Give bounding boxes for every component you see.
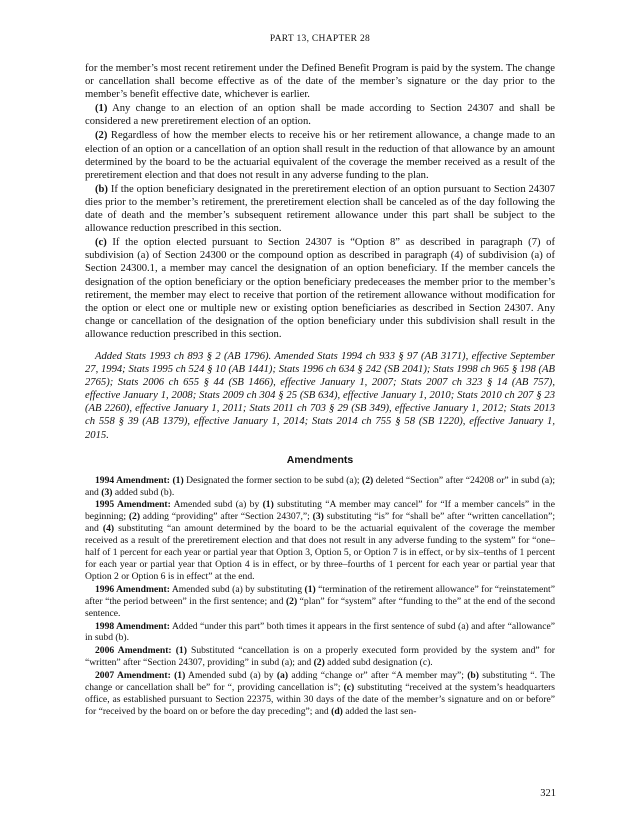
amendment-paragraph (85, 670, 555, 718)
legislative-history: Added Stats 1993 ch 893 § 2 (AB 1796). Amended Stats 1994 ch 933 § 97 (AB 3171), effective September 27, 1994; Stats 1995 ch 524 § 10 (AB 1441); Stats 1996 ch 634 § 242 (SB 2041); Stats 1998 ch 965 § 198 (AB 2765); Stats 2006 ch 655 § 44 (SB 1466), effective January 1, 2007; Stats 2007 ch 323 § 14 (AB 757), effective January 1, 2008; Stats 2009 ch 304 § 25 (SB 634), effective January 1, 2010; Stats 2010 ch 207 § 23 (AB 2260), effective January 1, 2011; Stats 2011 ch 703 § 29 (SB 349), effective January 1, 2012; Stats 2013 ch 558 § 39 (AB 1379), effective January 1, 2014; Stats 2014 ch 755 § 58 (SB 1220), effective January 1, 2015. (85, 350, 555, 441)
paragraph-text: Substituted “cancellation is on a properly executed form provided by the system and” for “written” after “Section 24307, providing” in subd (a); and (85, 645, 555, 669)
paragraph-text: Regardless of how the member elects to receive his or her retirement allowance, a change made to an election of an option or a cancellation of an option shall result in the reduction of that allowance by an amount determined by the board to be the actuarial equivalent of the coverage the member received as a result of the preretirement election and that does not result in any adverse funding to the plan. (85, 130, 555, 181)
paragraph-text: Amended subd (a) by substituting (169, 583, 305, 595)
paragraph-text: Any change to an election of an option shall be made according to Section 24307 and shall be considered a new preretirement election of an option. (85, 103, 555, 128)
bold-label: 1994 Amendment: (95, 474, 170, 486)
bold-label: (2) (128, 511, 141, 523)
statute-paragraph (85, 236, 555, 341)
page-content (85, 62, 555, 719)
paragraph-text: substituting “received at the system’s headquarters office, as established pursuant to Section 22375, within 30 days of the date of the member’s signature and on or before” for “received by the board on or before the day preceding”; and (85, 682, 556, 717)
bold-label: (b) (467, 670, 479, 682)
bold-label: 1998 Amendment: (95, 620, 170, 632)
paragraph-text: “termination of the retirement allowance” for “reinstatement” after “the period between” in the first sentence; and (85, 583, 555, 607)
paragraph-text: substituting “an amount determined by the board to be the actuarial equivalent of the coverage the member received as a result of the preretirement election and that does not result in any adverse funding to the system” for “one–half of 1 percent for each year or partial year that Option 3, Option 5, or Option 7 is in effect, or by six–tenths of 1 percent for each year or partial year that Option 4 is in effect, or by three–fourths of 1 percent for each year or partial year that Option 2 or Option 6 is in effect” at the end. (85, 523, 555, 582)
bold-label: (1) (175, 645, 187, 657)
bold-label: (2) (313, 657, 325, 669)
bold-label: (4) (102, 523, 115, 535)
paragraph-text: If the option elected pursuant to Section 24307 is “Option 8” as described in paragraph (7) of subdivision (a) of Section 24300 or the compound option as described in paragraph (4) of subdivision (a) of Section 24300.1, a member may cancel the designation of an option beneficiary. If the member cancels the designation of the option beneficiary or the option beneficiary predeceases the member prior to the member’s retirement, the member may elect to receive that portion of the retirement allowance without modification for the option or elect one or multiple new or existing option beneficiaries as described in Section 24307. Any change or cancellation of the designation of the option beneficiary under this subdivision shall result in the allowance reduction prescribed in this section. (85, 237, 555, 340)
statute-body (85, 62, 555, 341)
paragraph-text: If the option beneficiary designated in the preretirement election of an option pursuant to Section 24307 dies prior to the member’s retirement, the preretirement election shall be canceled as of the day following the date of death and the member’s subsequent retirement allowance under this part shall be subject to the allowance reduction prescribed in this section. (85, 183, 555, 235)
paragraph-text: substituting “. The change or cancellation shall be” for “, providing cancellation is”; (85, 670, 555, 694)
bold-label: 1995 Amendment: (95, 499, 171, 511)
paragraph-text: adding “change or” after “A member may”; (288, 670, 468, 682)
bold-label: (b) (95, 183, 108, 195)
paragraph-text: Amended subd (a) by (170, 499, 263, 511)
paragraph-text: substituting “A member may cancel” for “If a member cancels” in the beginning; (85, 499, 555, 523)
bold-label: (2) (95, 130, 108, 142)
amendment-paragraph (85, 645, 555, 669)
bold-label: (2) (285, 595, 298, 607)
bold-label: 2006 Amendment: (95, 645, 172, 657)
statute-paragraph (85, 62, 555, 101)
bold-label: (2) (362, 474, 374, 486)
amendments-list (85, 475, 555, 718)
bold-label: (1) (262, 499, 274, 511)
paragraph-text: “plan” for “system” after “funding to the” at the end of the second sentence. (85, 595, 556, 619)
amendment-paragraph (85, 584, 555, 620)
bold-label: (1) (95, 103, 108, 115)
amendments-heading: Amendments (286, 453, 354, 466)
bold-label: 1996 Amendment: (95, 583, 170, 595)
page-number: 321 (540, 788, 556, 799)
bold-label: (d) (331, 705, 343, 717)
bold-label: (1) (172, 474, 184, 486)
amendment-paragraph (85, 499, 555, 582)
running-head: PART 13, CHAPTER 28 (269, 34, 371, 44)
paragraph-text: added the last sen- (342, 705, 417, 717)
statute-paragraph (85, 183, 555, 235)
bold-label: 2007 Amendment: (95, 670, 171, 682)
bold-label: (1) (304, 583, 316, 595)
statute-paragraph (85, 129, 555, 181)
paragraph-text: substituting “is” for “shall be” after “written cancellation”; and (85, 511, 555, 535)
bold-label: (c) (343, 682, 355, 694)
bold-label: (3) (312, 511, 324, 523)
paragraph-text: Added “under this part” both times it appears in the first sentence of subd (a) and after “allowance” in subd (b). (85, 620, 555, 644)
amendment-paragraph (85, 475, 555, 499)
paragraph-text: added subd (b). (112, 486, 175, 498)
paragraph-text: added subd designation (c). (324, 657, 433, 669)
paragraph-text: adding “providing” after “Section 24307,”; (140, 511, 313, 523)
bold-label: (1) (174, 670, 186, 682)
bold-label: (a) (276, 670, 289, 682)
paragraph-text: deleted “Section” after “24208 or” in subd (a); and (85, 474, 555, 498)
paragraph-text: Amended subd (a) by (185, 670, 277, 682)
paragraph-text: for the member’s most recent retirement under the Defined Benefit Program is paid by the system. The change or cancellation shall become effective as of the date of the member’s signature or the day prior to the member’s benefit effective date, whichever is earlier. (85, 63, 555, 101)
amendment-paragraph (85, 621, 555, 645)
bold-label: (c) (95, 237, 107, 249)
statute-paragraph (85, 102, 555, 128)
bold-label: (3) (101, 486, 113, 498)
paragraph-text: Designated the former section to be subd (a); (183, 474, 363, 486)
